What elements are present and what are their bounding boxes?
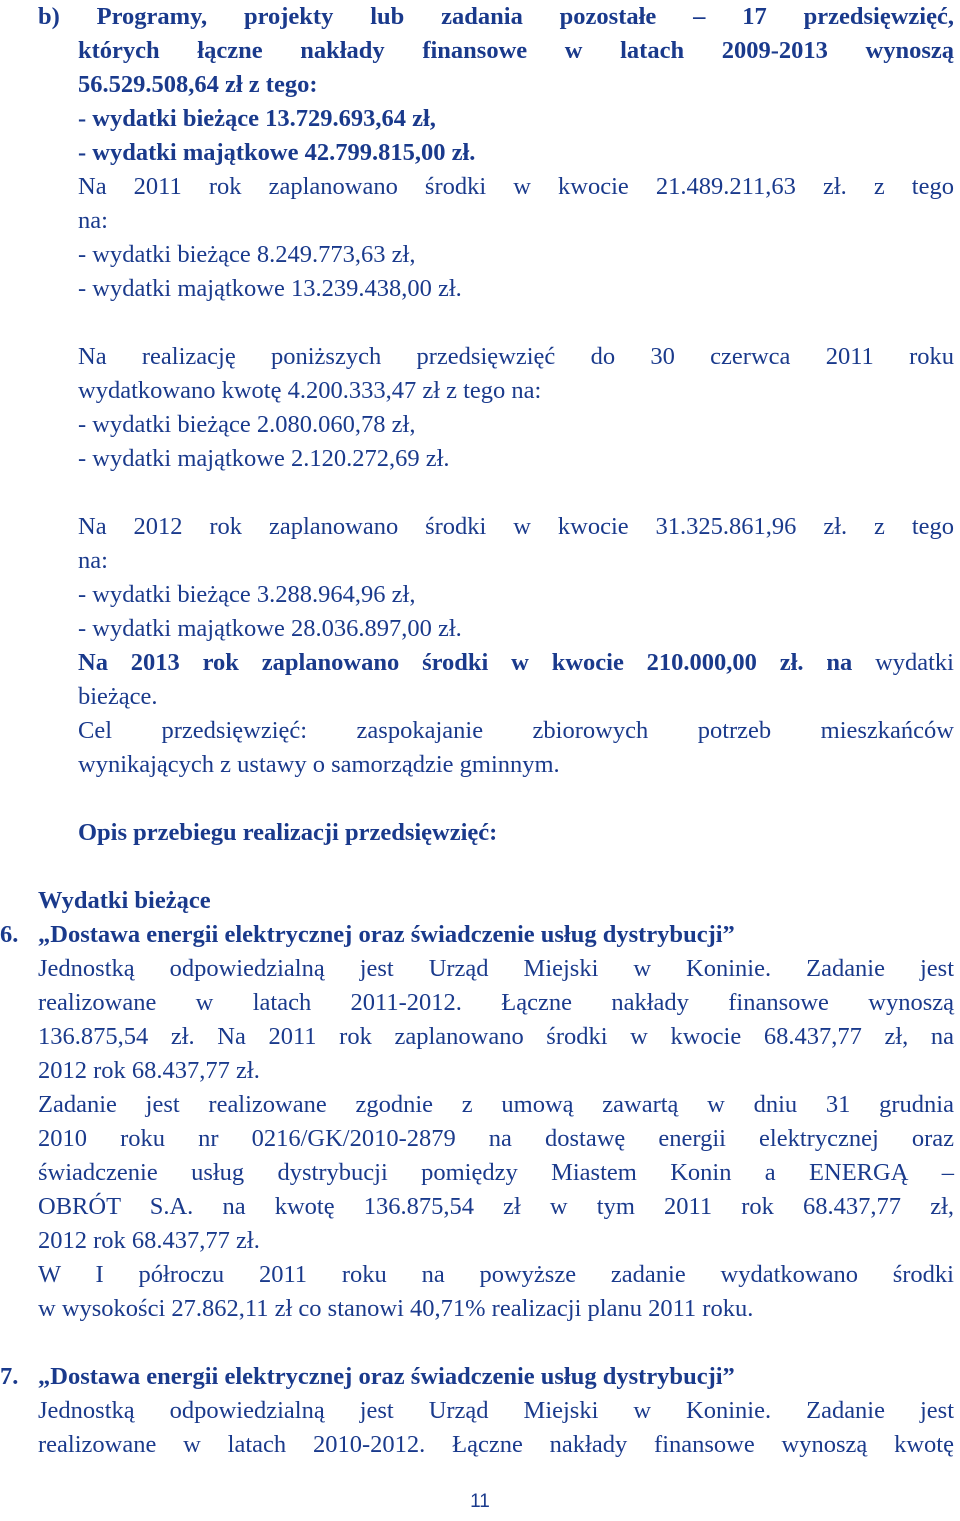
- body-line: 2012 rok 68.437,77 zł.: [38, 1227, 260, 1254]
- plan-2011: [78, 170, 954, 306]
- item-number: 6.: [0, 921, 19, 948]
- plan-line: - wydatki bieżące 3.288.964,96 zł,: [78, 581, 416, 608]
- plan-line: na:: [78, 547, 108, 574]
- exec-line: Na realizację poniższych przedsięwzięć do 30 czerwca 2011 roku: [78, 343, 954, 370]
- item6-title: „Dostawa energii elektrycznej oraz świadczenie usług dystrybucji”: [38, 921, 735, 948]
- goal-line: wynikających z ustawy o samorządzie gminnym.: [78, 751, 560, 778]
- body-line: realizowane w latach 2010-2012. Łączne nakłady finansowe wynoszą kwotę: [38, 1431, 954, 1458]
- heading-line: których łączne nakłady finansowe w latach 2009-2013 wynoszą: [78, 37, 954, 64]
- heading-line: 56.529.508,64 zł z tego:: [78, 71, 318, 98]
- exec-line: - wydatki bieżące 2.080.060,78 zł,: [78, 411, 416, 438]
- item6-body: [38, 952, 954, 1326]
- plan-2012: [78, 510, 954, 782]
- item7-body: [38, 1394, 954, 1462]
- plan-2013-line: [78, 646, 954, 680]
- body-line: 136.875,54 zł. Na 2011 rok zaplanowano środki w kwocie 68.437,77 zł, na: [38, 1023, 954, 1050]
- body-line: świadczenie usług dystrybucji pomiędzy Miastem Konin a ENERGĄ –: [38, 1159, 954, 1186]
- plan-line: - wydatki majątkowe 28.036.897,00 zł.: [78, 615, 462, 642]
- plan-2013-rest: wydatki: [852, 649, 954, 676]
- heading-line: - wydatki bieżące 13.729.693,64 zł,: [78, 105, 436, 132]
- body-line: Zadanie jest realizowane zgodnie z umową zawartą w dniu 31 grudnia: [38, 1091, 954, 1118]
- body-line: 2010 roku nr 0216/GK/2010-2879 na dostawę energii elektrycznej oraz: [38, 1125, 954, 1152]
- plan-line: - wydatki majątkowe 13.239.438,00 zł.: [78, 275, 462, 302]
- plan-line: - wydatki bieżące 8.249.773,63 zł,: [78, 241, 416, 268]
- body-line: OBRÓT S.A. na kwotę 136.875,54 zł w tym 2011 rok 68.437,77 zł,: [38, 1193, 954, 1220]
- exec-line: wydatkowano kwotę 4.200.333,47 zł z tego na:: [78, 377, 542, 404]
- body-line: w wysokości 27.862,11 zł co stanowi 40,71% realizacji planu 2011 roku.: [38, 1295, 754, 1322]
- heading-line: b) Programy, projekty lub zadania pozostałe – 17 przedsięwzięć,: [38, 3, 954, 30]
- goal-line: Cel przedsięwzięć: zaspokajanie zbiorowych potrzeb mieszkańców: [78, 717, 954, 744]
- plan-line: na:: [78, 207, 108, 234]
- wydatki-biezace-heading: Wydatki bieżące: [38, 887, 211, 914]
- page-number: 11: [470, 1491, 490, 1512]
- plan-line: Na 2012 rok zaplanowano środki w kwocie 31.325.861,96 zł. z tego: [78, 513, 954, 540]
- item7-title: „Dostawa energii elektrycznej oraz świadczenie usług dystrybucji”: [38, 1363, 735, 1390]
- plan-line: Na 2011 rok zaplanowano środki w kwocie 21.489.211,63 zł. z tego: [78, 173, 954, 200]
- body-line: 2012 rok 68.437,77 zł.: [38, 1057, 260, 1084]
- execution-2011: [78, 340, 954, 476]
- plan-2013-bold: Na 2013 rok zaplanowano środki w kwocie 210.000,00 zł. na: [78, 649, 853, 676]
- body-line: realizowane w latach 2011-2012. Łączne nakłady finansowe wynoszą: [38, 989, 954, 1016]
- section-b-heading: [38, 0, 954, 170]
- body-line: Jednostką odpowiedzialną jest Urząd Miejski w Koninie. Zadanie jest: [38, 955, 954, 982]
- exec-line: - wydatki majątkowe 2.120.272,69 zł.: [78, 445, 450, 472]
- plan-line: bieżące.: [78, 683, 158, 710]
- item-number: 7.: [0, 1363, 19, 1390]
- body-line: W I półroczu 2011 roku na powyższe zadanie wydatkowano środki: [38, 1261, 954, 1288]
- heading-line: - wydatki majątkowe 42.799.815,00 zł.: [78, 139, 476, 166]
- opis-heading: Opis przebiegu realizacji przedsięwzięć:: [78, 819, 498, 846]
- body-line: Jednostką odpowiedzialną jest Urząd Miejski w Koninie. Zadanie jest: [38, 1397, 954, 1424]
